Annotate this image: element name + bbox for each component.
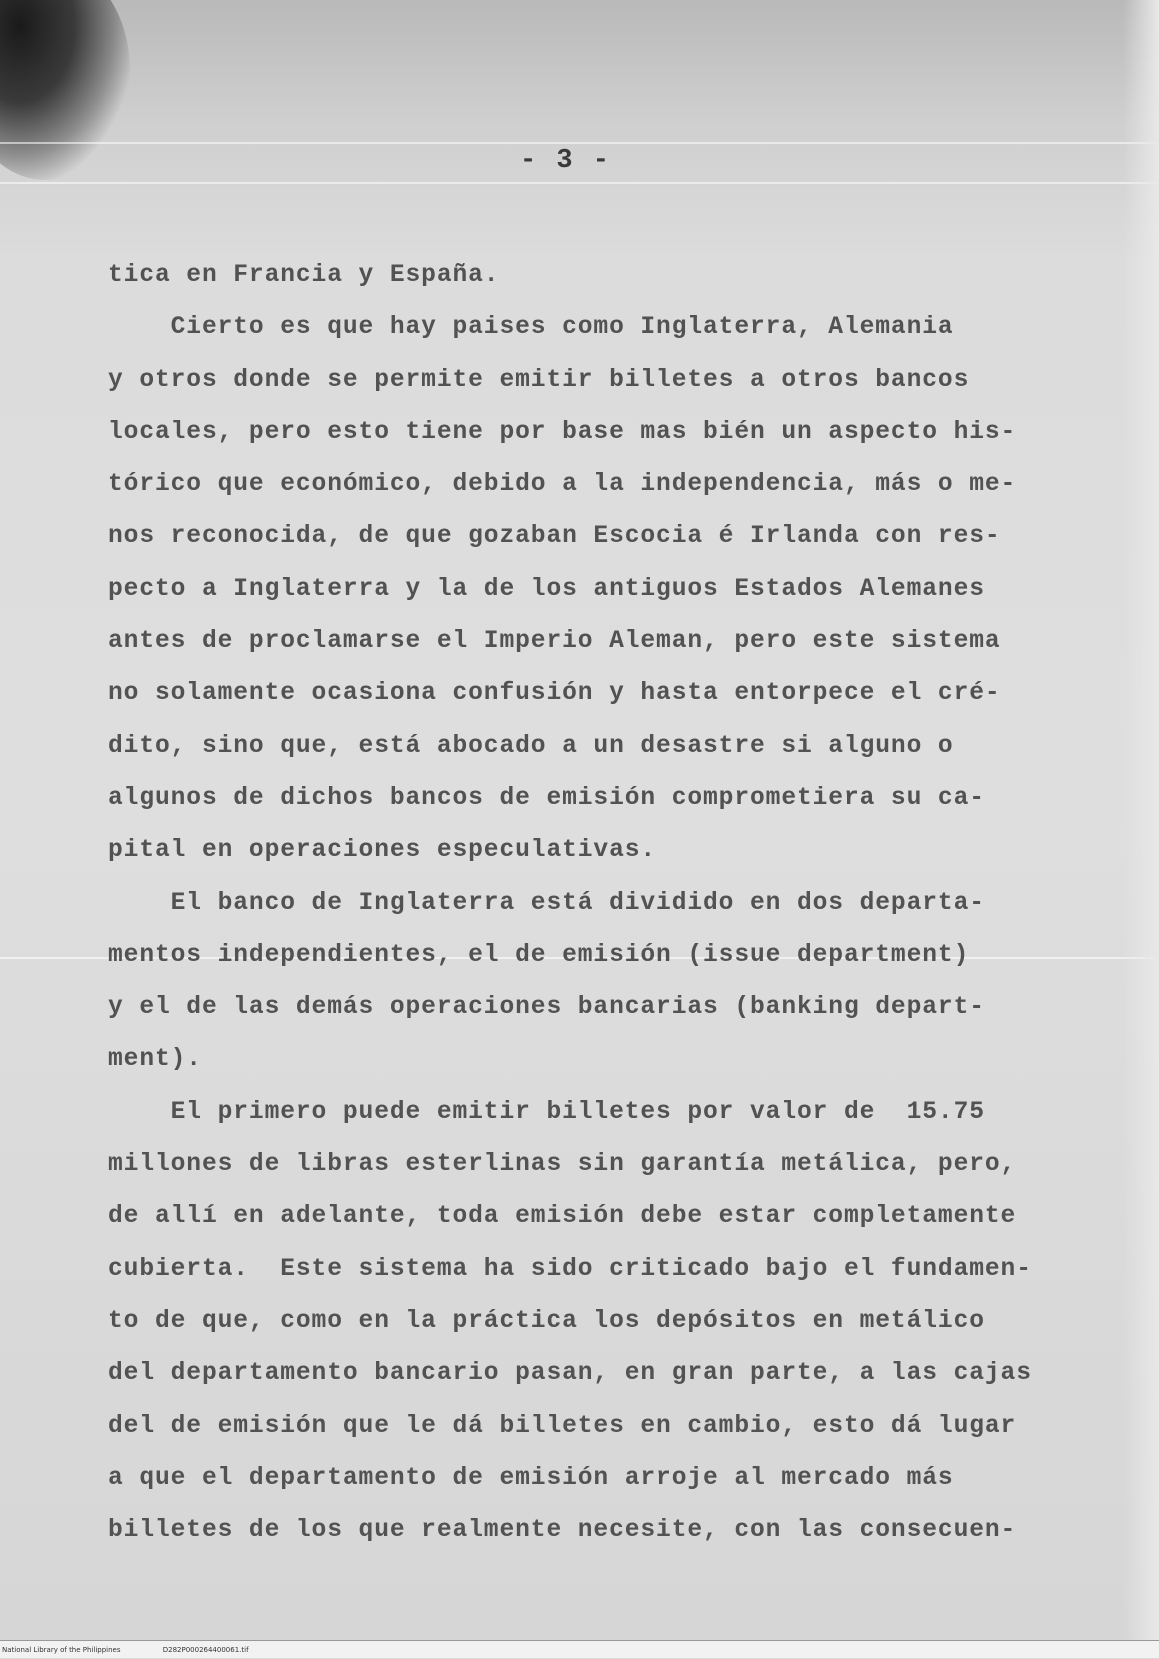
text-line: dito, sino que, está abocado a un desastre si alguno o [108, 732, 954, 760]
footer-file: D282P000264400061.tif [162, 1646, 249, 1654]
text-line: billetes de los que realmente necesite, con las consecuen- [108, 1517, 1017, 1545]
text-line: mentos independientes, el de emisión (issue department) [108, 941, 970, 969]
text-line: y otros donde se permite emitir billetes a otros bancos [108, 366, 970, 394]
text-line: cubierta. Este sistema ha sido criticado bajo el fundamen- [108, 1255, 1032, 1283]
text-line: millones de libras esterlinas sin garantía metálica, pero, [108, 1151, 1017, 1179]
text-line: de allí en adelante, toda emisión debe estar completamente [108, 1203, 1017, 1231]
text-line: ment). [108, 1046, 202, 1074]
text-line: locales, pero esto tiene por base mas bién un aspecto his- [108, 418, 1017, 446]
scan-footer [0, 1640, 1159, 1658]
page-edge [1123, 0, 1159, 1640]
text-line: pital en operaciones especulativas. [108, 837, 657, 865]
text-line: no solamente ocasiona confusión y hasta entorpece el cré- [108, 680, 1001, 708]
text-line: nos reconocida, de que gozaban Escocia é Irlanda con res- [108, 523, 1001, 551]
text-line: to de que, como en la práctica los depósitos en metálico [108, 1307, 985, 1335]
text-line: a que el departamento de emisión arroje al mercado más [108, 1464, 954, 1492]
text-line: del departamento bancario pasan, en gran parte, a las cajas [108, 1360, 1032, 1388]
text-line: del de emisión que le dá billetes en cambio, esto dá lugar [108, 1412, 1017, 1440]
page-number: - 3 - [520, 146, 612, 176]
fold-line [0, 142, 1159, 144]
ink-smudge [0, 0, 130, 180]
text-line: y el de las demás operaciones bancarias (banking depart- [108, 994, 985, 1022]
text-line: El banco de Inglaterra está dividido en dos departa- [108, 889, 985, 917]
document-body [108, 250, 1068, 1557]
text-line: tica en Francia y España. [108, 262, 500, 289]
text-line: tórico que económico, debido a la independencia, más o me- [108, 471, 1017, 499]
text-line: antes de proclamarse el Imperio Aleman, pero este sistema [108, 628, 1001, 656]
text-line: Cierto es que hay paises como Inglaterra, Alemania [108, 314, 954, 342]
text-line: pecto a Inglaterra y la de los antiguos Estados Alemanes [108, 575, 985, 603]
text-line: El primero puede emitir billetes por valor de 15.75 [108, 1098, 985, 1126]
text-line: algunos de dichos bancos de emisión comprometiera su ca- [108, 784, 985, 812]
footer-library: National Library of the Philippines [2, 1646, 121, 1654]
fold-line [0, 182, 1159, 184]
